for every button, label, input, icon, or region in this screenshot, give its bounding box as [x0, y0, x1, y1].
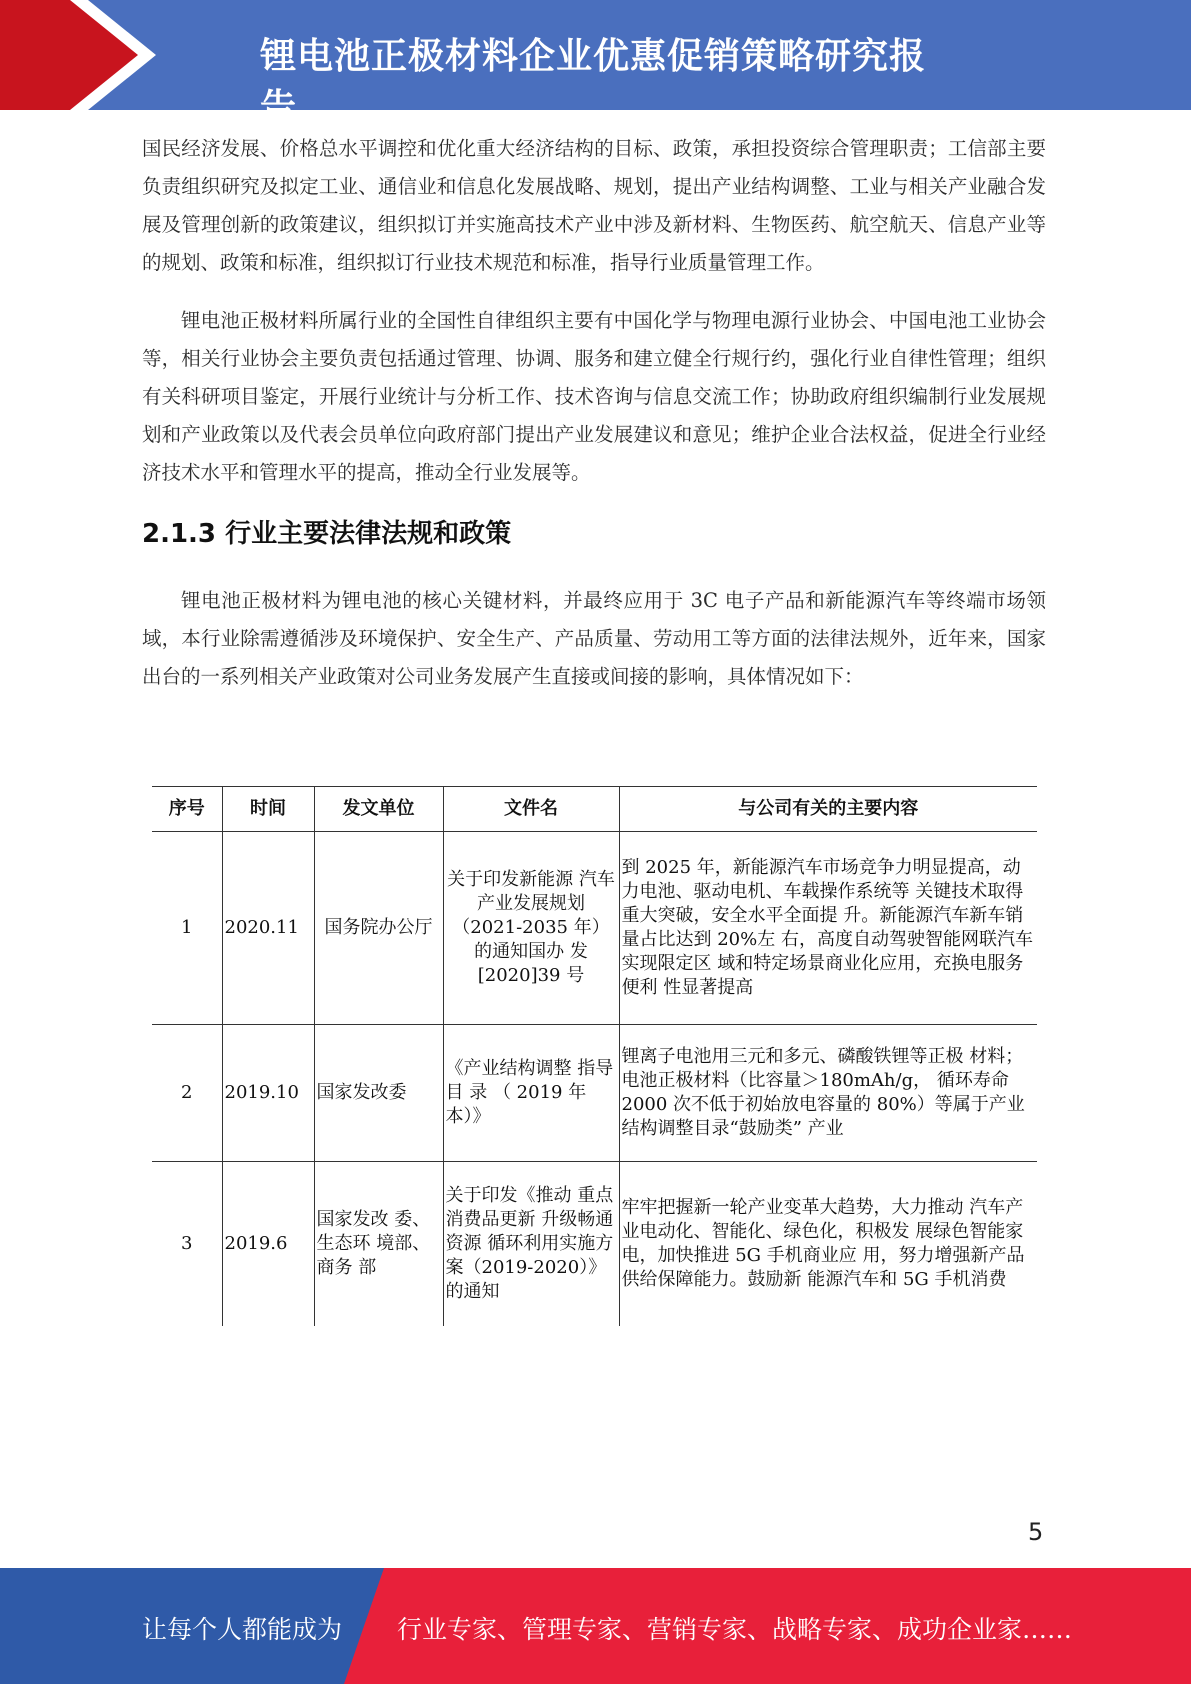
cell-issuer: 国家发改 委、生态环 境部、商务 部 [314, 1162, 443, 1326]
cell-doc: 关于印发新能源 汽车产业发展规划（2021-2035 年）的通知国办 发[2020]39 号 [443, 832, 619, 1025]
policy-table [152, 786, 1037, 1326]
cell-date: 2020.11 [222, 832, 314, 1025]
table-row [152, 1025, 1037, 1162]
footer-slogan-left: 让每个人都能成为 [142, 1615, 343, 1644]
page-header [0, 0, 1191, 128]
cell-no: 1 [152, 832, 222, 1025]
table-row [152, 832, 1037, 1025]
cell-no: 2 [152, 1025, 222, 1162]
cell-issuer: 国家发改委 [314, 1025, 443, 1162]
cell-date: 2019.6 [222, 1162, 314, 1326]
header-no: 序号 [152, 787, 222, 832]
paragraph-3: 锂电池正极材料为锂电池的核心关键材料，并最终应用于 3C 电子产品和新能源汽车等终端市场领域，本行业除需遵循涉及环境保护、安全生产、产品质量、劳动用工等方面的法律法规外，近年来，国家出台的一系列相关产业政策对公司业务发展产生直接或间接的影响，具体情况如下： [142, 589, 1046, 688]
paragraph-2: 锂电池正极材料所属行业的全国性自律组织主要有中国化学与物理电源行业协会、中国电池工业协会等，相关行业协会主要负责包括通过管理、协调、服务和建立健全行规行约，强化行业自律性管理；组织有关科研项目鉴定，开展行业统计与分析工作、技术咨询与信息交流工作；协助政府组织编制行业发展规划和产业政策以及代表会员单位向政府部门提出产业发展建议和意见；维护企业合法权益，促进全行业经济技术水平和管理水平的提高，推动全行业发展等。 [142, 309, 1046, 484]
cell-content: 到 2025 年，新能源汽车市场竞争力明显提高，动力电池、驱动电机、车载操作系统等 关键技术取得重大突破，安全水平全面提 升。新能源汽车新车销量占比达到 20%左 右，高度自动驾驶智能网联汽车实现限定区 域和特定场景商业化应用，充换电服务便利 性显著提高 [619, 832, 1037, 1025]
cell-doc: 《产业结构调整 指导 目 录 （ 2019 年本）》 [443, 1025, 619, 1162]
header-date: 时间 [222, 787, 314, 832]
page-footer [0, 1568, 1191, 1684]
cell-content: 锂离子电池用三元和多元、磷酸铁锂等正极 材料；电池正极材料（比容量＞180mAh/g， 循环寿命 2000 次不低于初始放电容量的 80%）等属于产业结构调整目录“鼓励类” 产业 [619, 1025, 1037, 1162]
cell-issuer: 国务院办公厅 [314, 832, 443, 1025]
section-heading: 2.1.3 行业主要法律法规和政策 [142, 519, 512, 549]
header-issuer: 发文单位 [314, 787, 443, 832]
table-row [152, 1162, 1037, 1326]
page-number: 5 [1028, 1518, 1044, 1546]
header-doc: 文件名 [443, 787, 619, 832]
cell-date: 2019.10 [222, 1025, 314, 1162]
cell-content: 牢牢把握新一轮产业变革大趋势，大力推动 汽车产业电动化、智能化、绿色化，积极发 展绿色智能家电，加快推进 5G 手机商业应 用，努力增强新产品供给保障能力。鼓励新 能源汽车和 5G 手机消费 [619, 1162, 1037, 1326]
cell-no: 3 [181, 1232, 193, 1254]
paragraph-1: 国民经济发展、价格总水平调控和优化重大经济结构的目标、政策，承担投资综合管理职责；工信部主要负责组织研究及拟定工业、通信业和信息化发展战略、规划，提出产业结构调整、工业与相关产业融合发展及管理创新的政策建议，组织拟订并实施高技术产业中涉及新材料、生物医药、航空航天、信息产业等的规划、政策和标准，组织拟订行业技术规范和标准，指导行业质量管理工作。 [142, 137, 1046, 274]
footer-slogan-right: 行业专家、管理专家、营销专家、战略专家、成功企业家…… [397, 1615, 1073, 1644]
main-content [142, 130, 1046, 718]
header-content: 与公司有关的主要内容 [619, 787, 1037, 832]
cell-doc: 关于印发《推动 重点消费品更新 升级畅通资源 循环利用实施方 案（2019-2020）》 的通知 [443, 1162, 619, 1326]
header-title: 锂电池正极材料企业优惠促销策略研究报告 [260, 36, 927, 128]
table-header-row [152, 787, 1037, 832]
